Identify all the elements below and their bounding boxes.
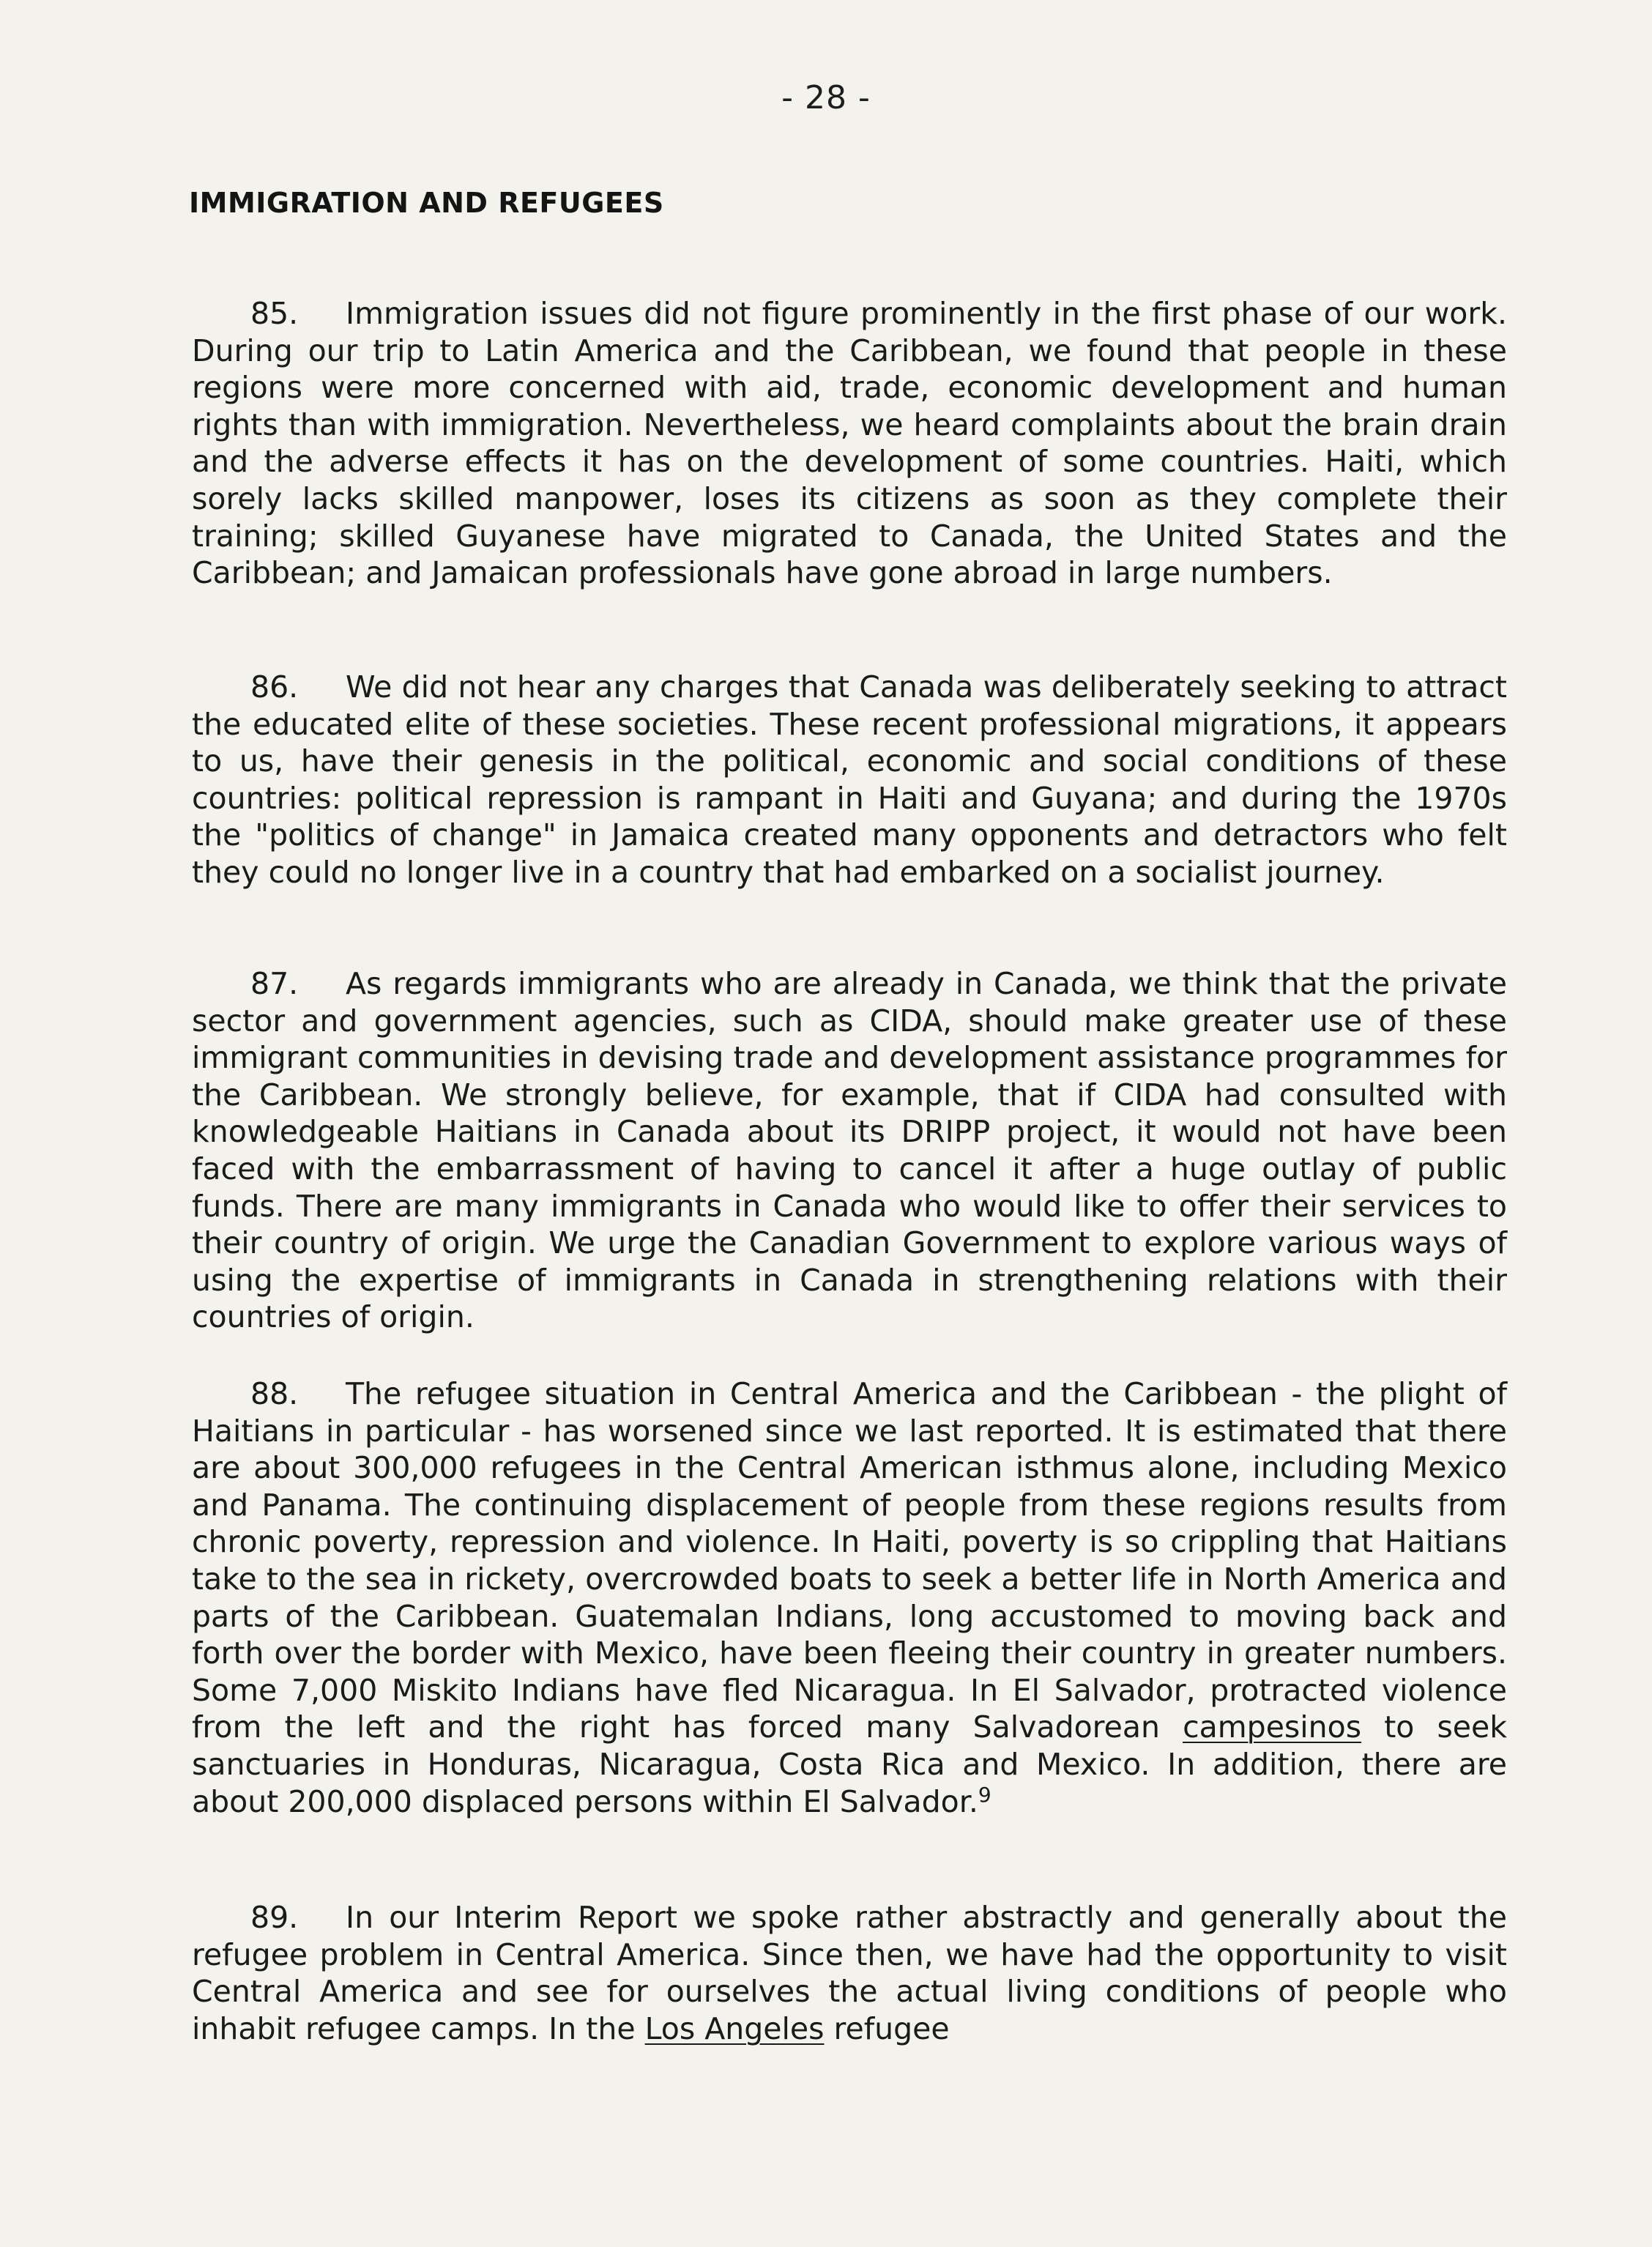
paragraph-text-before: In our Interim Report we spoke rather abstractly and generally about the refugee problem in Central America. Since then, we have had the opportunity to visit Central America and see for ourselves the actual living conditions of people who inhabit refugee camps. In the bbox=[192, 1900, 1507, 2046]
underlined-place: Los Angeles bbox=[644, 2010, 825, 2046]
paragraph-number: 88. bbox=[250, 1376, 299, 1411]
paragraph-87 bbox=[192, 965, 1507, 1336]
paragraph-number: 89. bbox=[250, 1900, 299, 1935]
paragraph-88 bbox=[192, 1375, 1507, 1820]
underlined-term: campesinos bbox=[1183, 1709, 1362, 1745]
paragraph-89 bbox=[192, 1899, 1507, 2047]
paragraph-85 bbox=[192, 295, 1507, 592]
paragraph-number: 86. bbox=[250, 669, 299, 705]
paragraph-text: Immigration issues did not figure prominently in the first phase of our work. During our trip to Latin America and the Caribbean, we found that people in these regions were more concerned with aid, trade, economic development and human rights than with immigration. Nevertheless, we heard complaints about the brain drain and the adverse effects it has on the development of some countries. Haiti, which sorely lacks skilled manpower, loses its citizens as soon as they complete their training; skilled Guyanese have migrated to Canada, the United States and the Caribbean; and Jamaican professionals have gone abroad in large numbers. bbox=[192, 296, 1507, 591]
paragraph-text: As regards immigrants who are already in Canada, we think that the private sector and government agencies, such as CIDA, should make greater use of these immigrant communities in devising trade and development assistance programmes for the Caribbean. We strongly believe, for example, that if CIDA had consulted with knowledgeable Haitians in Canada about its DRIPP project, it would not have been faced with the embarrassment of having to cancel it after a huge outlay of public funds. There are many immigrants in Canada who would like to offer their services to their country of origin. We urge the Canadian Government to explore various ways of using the expertise of immigrants in Canada in strengthening relations with their countries of origin. bbox=[192, 966, 1507, 1335]
paragraph-text-before: The refugee situation in Central America and the Caribbean - the plight of Haitians in particular - has worsened since we last reported. It is estimated that there are about 300,000 refugees in the Central American isthmus alone, including Mexico and Panama. The continuing displacement of people from these regions results from chronic poverty, repression and violence. In Haiti, poverty is so crippling that Haitians take to the sea in rickety, overcrowded boats to seek a better life in North America and parts of the Caribbean. Guatemalan Indians, long accustomed to moving back and forth over the border with Mexico, have been fleeing their country in greater numbers. Some 7,000 Miskito Indians have fled Nicaragua. In El Salvador, protracted violence from the left and the right has forced many Salvadorean bbox=[192, 1376, 1507, 1745]
footnote-marker: 9 bbox=[978, 1782, 991, 1807]
paragraph-86 bbox=[192, 669, 1507, 891]
paragraph-text-after: refugee bbox=[833, 2010, 950, 2046]
paragraph-text: We did not hear any charges that Canada was deliberately seeking to attract the educated elite of these societies. These recent professional migrations, it appears to us, have their genesis in the political, economic and social conditions of these countries: political repression is rampant in Haiti and Guyana; and during the 1970s the "politics of change" in Jamaica created many opponents and detractors who felt they could no longer live in a country that had embarked on a socialist journey. bbox=[192, 669, 1507, 890]
paragraph-text-after: to seek sanctuaries in Honduras, Nicaragua, Costa Rica and Mexico. In addition, there are about 200,000 displaced persons within El Salvador. bbox=[192, 1709, 1507, 1819]
section-heading: IMMIGRATION AND REFUGEES bbox=[189, 187, 664, 219]
paragraph-number: 85. bbox=[250, 296, 299, 331]
paragraph-number: 87. bbox=[250, 966, 299, 1001]
page-number: - 28 - bbox=[781, 79, 871, 116]
